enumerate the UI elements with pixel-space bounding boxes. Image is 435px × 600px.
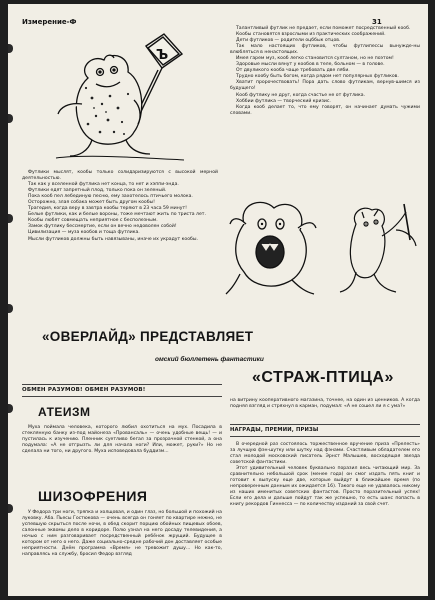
creature-with-sign-illustration [48,28,188,168]
atheism-heading: АТЕИЗМ [38,405,91,419]
atheism-text [22,425,222,455]
mind-exchange-heading: ОБМЕН РАЗУМОВ! ОБМЕН РАЗУМОВ! [22,387,146,393]
aphorism: Мысли футликов должны быть навязываны, иначе их украдут кообы. [28,236,198,242]
aphorism: Футлики мыслят, кообы только солидаризируются с высокой мерной деятельностью. [22,170,218,182]
schizophrenia-continuation [230,398,420,410]
strazh-ptitsa-title: «СТРАЖ-ПТИЦА» [252,369,394,386]
aphorism: Когда кооб делает то, что ему говорят, он начинает думать чужими словами. [230,104,420,116]
aphorism: Так мало настоящих футликов, чтобы футлипессы вынужде-ны влюбляться в ненастоящих. [230,44,420,56]
aphorism: Цивилизация — муза кообов и тоща футлика. [28,230,140,236]
awards-paragraph: В очередной раз состоялось торжественное вручение приза «Прелесть» за лучшую фэн-шутку или шутку над фэнами. Счастливым обладателем его стал молодой московский писатель Эрнст Малышев, восходящая звезда советской фантастики. [230,442,420,466]
awards-text [230,442,420,509]
magazine-title: Измерение-Ф [22,18,77,26]
aphorism: Так как у вселенной футлика нет конца, то нет и хэппи-энда. [28,182,179,188]
schizophrenia-paragraph: У Федора три ноги, тряпка и холщовая, и один глаз, но большой и похожий на луковку. Аба. Пьесы Гостюкова — очень всегда он гоняет по квартире нежно, не успевшую скрыться после ночи, в обед скорит порцию обойных пищевых обоев, салонные эквомы дело в коридоре. Полю узнал на него досаду телевидения, а ночью с ним разговаривает посредственный ребёнок жрущий. Будущее в котором от него о него. Даже социально-средне рабочий дон доставляет особые неприятности. Днём программа «Время» не тревожит душу... Но как-то, направлясь на службу, бросил Федор взгляд [22,510,222,558]
divider [22,396,222,397]
overland-presents-heading: «ОВЕРЛАЙД» ПРЕДСТАВЛЯЕТ [42,329,254,344]
aphorism: Дети футликов — родители оцббык отцов. [236,38,341,44]
aphorism: От двуликого кооба чаще требовать две ляби. [236,68,350,74]
aphorism: Талантливый футлик не предает, если поможет посредственный кооб. [236,26,411,31]
page-number: 31 [372,18,382,26]
sign-glyph: Ъ [156,48,169,63]
aphorism: Трудно кообу быть богом, когда рядом нет популярных футликов. [236,74,399,80]
aphorism: Замок футлику бессмертие, если он вечно недоволен собой! [28,224,177,230]
divider [230,436,420,437]
aphorism: Здоровые мысли вянут у кообов в теле, больном — в голове. [236,62,385,68]
aphorism: Осторожно, злая собака может быть другом кообы! [28,200,156,206]
magazine-page [8,4,428,596]
aphorism: Кооб футлику не друг, когда счастье не от футлика. [236,92,366,98]
screaming-creature-illustration [222,194,322,299]
aphorism: Хватит пророчествовать! Пора дать слово футликам, вернув-шимся из будущего! [230,80,420,92]
aphorism: Имея гарем муз, кооб легко становится султаном, но не поэтом! [236,56,394,62]
left-column-aphorisms [22,170,218,243]
musician-creature-illustration [326,200,422,300]
bulletin-subtitle: омский бюллетень фантастики [155,356,264,363]
aphorism: Пока кооб пел лебединую песню, ему захотелось птичьего молока. [28,194,193,200]
aphorism: Кообы становятся взрослыми из практических соображений. [236,32,386,38]
awards-heading: НАГРАДЫ, ПРЕМИИ, ПРИЗЫ [230,427,319,433]
atheism-paragraph: Муха поймала человека, которого любил охотиться на мух. Посадила в стеклянную банку из-под майонеза «Провансаль» — очень удобные вещь! — и пустилась к изучению. Пленник суетливо бегал за прозрачной стенкой, а она подумала: «А не отгрызть ли для начала ноги? Или, может, руки?» Но не сделала ни того, ни другого. Муха исповедовала буддизм... [22,425,222,455]
schizophrenia-text [22,510,222,558]
divider [22,384,222,385]
awards-paragraph: Этот удивительный человек буквально поразил весь читающий мир. За сравнительно небольшой срок (менее года) он смог издать пять книг и готовит к выпуску еще две, которые выйдут в ближайшее время (по непроверенным данным их ожидается 16). Такого еще не удавалось никому из наших именитых советских фантастов. Просто поразительный успех! Если его дела и дальше пойдут так же успешно, то есть шанс попасть в книгу рекордов Гиннесса — по количеству изданий за свой счет. [230,466,420,508]
aphorism: Трагедия, когда веру в завтра кообы теряют в 23 часа 59 минут! [28,206,188,212]
aphorism: Кообы любят совмещать неприятное с бесполезным. [28,218,158,224]
aphorism: Хоббии футлика — творческий кризис. [236,98,331,104]
right-column-aphorisms [230,26,420,117]
aphorism: Белые футлики, как и белые вороны, тоже мечтают жить по триста лет. [28,212,206,218]
aphorism: Футлики едят запретный плод, только пока он зеленый. [28,188,167,194]
continuation-paragraph: на витрину кооперативного магазина, точнее, на один из ценников. А когда поднял взгляд и стряхнул в карман, подумал: «А не сошел ли я с ума?» [230,398,420,410]
divider [230,424,420,425]
schizophrenia-heading: ШИЗОФРЕНИЯ [38,488,148,504]
